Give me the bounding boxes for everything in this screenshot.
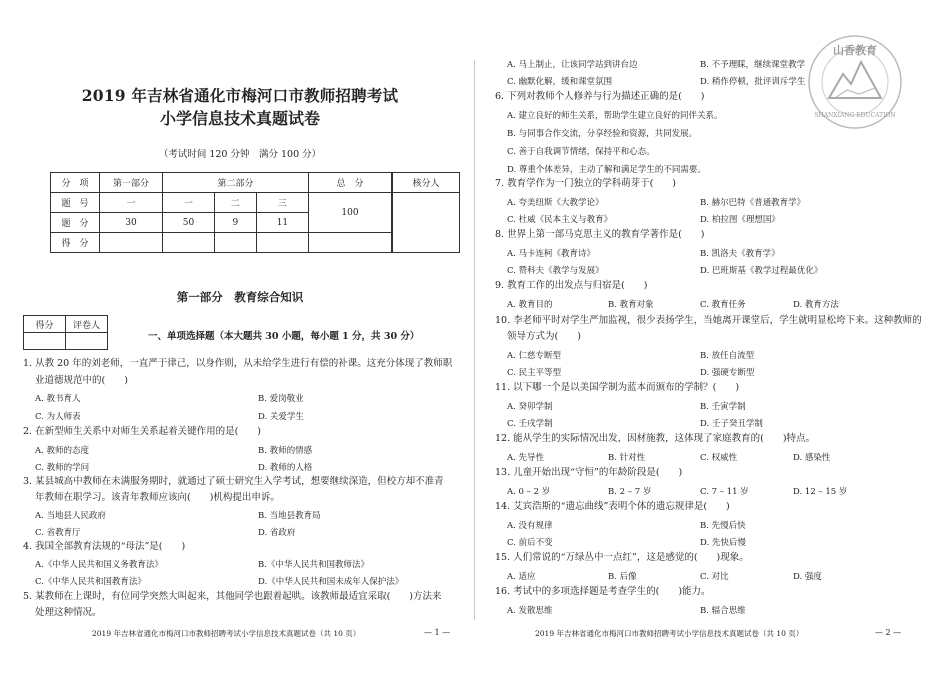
score-table-cell: 题 分 [51, 213, 100, 233]
question-stem: 领导方式为( ) [507, 331, 581, 342]
option: B. 爱岗敬业 [258, 394, 304, 404]
option: C. 前后不变 [507, 538, 553, 548]
option: A. 教书育人 [35, 394, 81, 404]
option: A. 教师的态度 [35, 446, 90, 456]
score-table-cell: 一 [100, 193, 163, 213]
question-stem: 13. 儿童开始出现“守恒”的年龄阶段是( ) [495, 467, 683, 478]
score-table-header: 核分人 [392, 173, 460, 193]
option: C. 杜威《民本主义与教育》 [507, 215, 613, 225]
score-table-header: 第一部分 [100, 173, 163, 193]
option: D. 教师的人格 [258, 463, 313, 473]
option: D. 教育方法 [793, 300, 839, 310]
option: C. 省教育厅 [35, 528, 81, 538]
option: C. 教育任务 [700, 300, 746, 310]
page-footer: 2019 年吉林省通化市梅河口市教师招聘考试小学信息技术真题试卷（共 10 页） [92, 629, 361, 638]
exam-title-line2: 小学信息技术真题试卷 [159, 109, 320, 128]
score-table-cell [100, 233, 163, 253]
question-stem: 3. 某县城高中教师在未满服务期时，就通过了硕士研究生入学考试，想要继续深造，但校方却不准青 [23, 476, 444, 487]
section-instruction: 一、单项选择题（本大题共 30 小题，每小题 1 分，共 30 分） [148, 331, 420, 342]
logo-cn-text: 山香教育 [833, 44, 877, 57]
question-stem: 8. 世界上第一部马克思主义的教育学著作是( ) [495, 229, 705, 240]
option: A. 建立良好的师生关系，帮助学生建立良好的同伴关系。 [507, 111, 723, 121]
page-number: — 1 — [424, 628, 451, 637]
option: A.《中华人民共和国义务教育法》 [35, 560, 163, 570]
option: B. 壬寅学制 [700, 402, 746, 412]
score-table-cell: 11 [256, 213, 308, 233]
page-number: — 2 — [875, 628, 902, 637]
question-stem: 16. 考试中的多项选择题是考查学生的( )能力。 [495, 586, 711, 597]
option: A. 马卡连柯《教育诗》 [507, 249, 596, 259]
grader-score-label: 得分 [24, 316, 66, 333]
score-table-header: 第二部分 [163, 173, 309, 193]
option: D. 省政府 [258, 528, 296, 538]
grader-cell [24, 333, 66, 350]
question-stem: 9. 教育工作的出发点与归宿是( ) [495, 280, 648, 291]
grader-cell [66, 333, 108, 350]
question-stem: 6. 下列对教师个人修养与行为描述正确的是( ) [495, 91, 705, 102]
option: B. 针对性 [608, 453, 646, 463]
option: C. 教师的学问 [35, 463, 90, 473]
logo-en-text: SHANXIANG EDUCATION [814, 112, 896, 119]
option: B. 后像 [608, 572, 637, 582]
question-stem: 12. 能从学生的实际情况出发，因材施教，这体现了家庭教育的( )特点。 [495, 433, 816, 444]
question-stem: 1. 从教 20 年的刘老师，一直严于律己，以身作则，从未给学生进行有偿的补课。这充分体现了教师职 [23, 358, 453, 369]
option: A. 当地县人民政府 [35, 511, 107, 521]
option: C. 权威性 [700, 453, 738, 463]
score-table-cell [256, 233, 308, 253]
grader-table [23, 315, 108, 350]
option: D.《中华人民共和国未成年人保护法》 [258, 577, 404, 587]
question-stem: 处理这种情况。 [35, 607, 102, 618]
score-table-cell: 题 号 [51, 193, 100, 213]
question-stem: 11. 以下哪一个是以美国学制为蓝本而颁布的学制？( ) [495, 382, 740, 393]
question-stem: 业道德规范中的( ) [35, 375, 128, 386]
grader-reviewer-label: 评卷人 [66, 316, 108, 333]
option: A. 没有规律 [507, 521, 553, 531]
score-table-cell: 一 [163, 193, 215, 213]
score-table-header: 分 项 [51, 173, 100, 193]
score-table-total: 100 [309, 193, 393, 233]
option: C. 对比 [700, 572, 729, 582]
question-stem: 15. 人们常说的“万绿丛中一点红”，这是感觉的( )现象。 [495, 552, 749, 563]
option: A. 马上制止，让该同学站到讲台边 [507, 60, 638, 70]
question-stem: 10. 李老师平时对学生严加监视，很少表扬学生，当她离开课堂后，学生就明显松垮下来。这种教师的 [495, 315, 922, 326]
option: C. 7 – 11 岁 [700, 487, 749, 497]
option: A. 仁慈专断型 [507, 351, 562, 361]
option: D. 巴班斯基《教学过程最优化》 [700, 266, 823, 276]
score-table-checker-cell [392, 193, 460, 253]
option: B. 教育对象 [608, 300, 654, 310]
section-title: 第一部分 教育综合知识 [176, 290, 304, 304]
option: B. 放任自流型 [700, 351, 755, 361]
score-table-cell: 30 [100, 213, 163, 233]
question-stem: 7. 教育学作为一门独立的学科萌芽于( ) [495, 178, 676, 189]
option: B. 教师的情感 [258, 446, 313, 456]
option: C. 幽默化解，缓和课堂氛围 [507, 77, 613, 87]
exam-title-line1: 2019 年吉林省通化市梅河口市教师招聘考试 [81, 86, 399, 105]
option: D. 先快后慢 [700, 538, 746, 548]
option: B. 凯洛夫《教育学》 [700, 249, 780, 259]
option: C. 民主平等型 [507, 368, 562, 378]
option: D. 稍作停顿，批评训斥学生 [700, 77, 806, 87]
option: D. 尊重个体差异，主动了解和满足学生的不同需要。 [507, 165, 706, 175]
question-stem: 4. 我国全部教育法规的“母法”是( ) [23, 541, 186, 552]
score-table-cell: 50 [163, 213, 215, 233]
score-table-cell [163, 233, 215, 253]
option: B.《中华人民共和国教师法》 [258, 560, 369, 570]
question-stem: 2. 在新型师生关系中对师生关系起着关键作用的是( ) [23, 426, 261, 437]
option: C. 善于自我调节情绪，保持平和心态。 [507, 147, 655, 157]
page-footer: 2019 年吉林省通化市梅河口市教师招聘考试小学信息技术真题试卷（共 10 页） [535, 629, 804, 638]
option: B. 不予理睬，继续课堂教学 [700, 60, 806, 70]
question-stem: 年教师在职学习。该青年教师应该向( )机构提出申诉。 [35, 492, 280, 503]
option: A. 0 – 2 岁 [507, 487, 551, 497]
shanxiang-logo-icon [805, 32, 905, 132]
score-table-cell: 9 [215, 213, 257, 233]
option: A. 适应 [507, 572, 536, 582]
option: C. 赞科夫《教学与发展》 [507, 266, 604, 276]
option: D. 壬子癸丑学制 [700, 419, 763, 429]
option: D. 12 – 15 岁 [793, 487, 848, 497]
option: A. 发散思维 [507, 606, 553, 616]
option: A. 癸卯学制 [507, 402, 553, 412]
option: B. 赫尔巴特《普通教育学》 [700, 198, 806, 208]
option: C. 壬戌学制 [507, 419, 553, 429]
option: B. 2 – 7 岁 [608, 487, 652, 497]
option: C.《中华人民共和国教育法》 [35, 577, 146, 587]
score-table-cell [215, 233, 257, 253]
option: B. 与同事合作交流，分享经验和资源，共同发展。 [507, 129, 698, 139]
option: C. 为人师表 [35, 412, 81, 422]
option: D. 柏拉图《理想国》 [700, 215, 780, 225]
score-table-cell: 三 [256, 193, 308, 213]
question-stem: 5. 某教师在上课时，有位同学突然大叫起来，其他同学也跟着起哄。该教师最适宜采取( )方法来 [23, 591, 442, 602]
option: D. 关爱学生 [258, 412, 304, 422]
option: A. 教育目的 [507, 300, 553, 310]
option: D. 强硬专断型 [700, 368, 755, 378]
score-table-cell [309, 233, 393, 253]
score-table-cell: 得 分 [51, 233, 100, 253]
option: B. 当地县教育局 [258, 511, 321, 521]
score-table [50, 172, 460, 253]
score-table-header: 总 分 [309, 173, 393, 193]
option: D. 强度 [793, 572, 822, 582]
option: B. 先慢后快 [700, 521, 746, 531]
exam-note: （考试时间 120 分钟 满分 100 分） [158, 149, 322, 160]
option: A. 夸美纽斯《大教学论》 [507, 198, 604, 208]
option: D. 感染性 [793, 453, 831, 463]
score-table-cell: 二 [215, 193, 257, 213]
question-stem: 14. 艾宾浩斯的“遗忘曲线”表明个体的遗忘规律是( ) [495, 501, 730, 512]
option: A. 先导性 [507, 453, 545, 463]
option: B. 辐合思维 [700, 606, 746, 616]
